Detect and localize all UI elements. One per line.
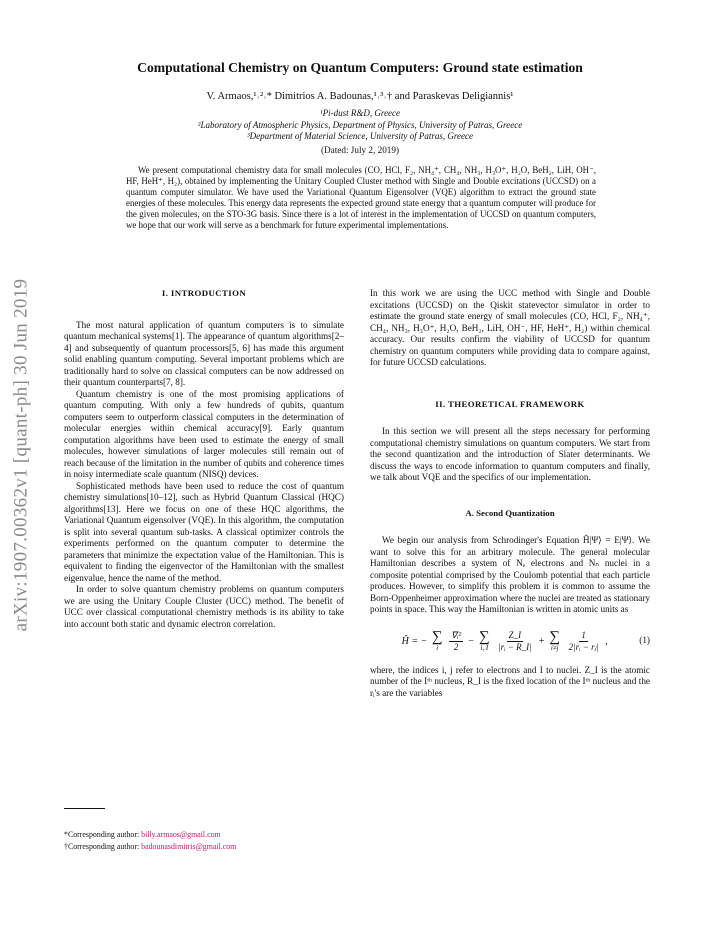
framework-paragraph: In this section we will present all the steps necessary for performing computational chemistry simulations on quantum computers. We start from the second quantization and the introduction of Slater determinants. We discuss the ways to encode information to quantum computers and finally, we talk about VQE and the specifics of our implementation. xyxy=(370,426,650,482)
equation-plus: + xyxy=(538,635,545,647)
affiliation-3: ³Department of Material Science, University of Patras, Greece xyxy=(246,131,474,141)
author-list: V. Armaos,¹˒²˒* Dimitrios A. Badounas,¹˒³˒† and Paraskevas Deligiannis¹ xyxy=(206,91,514,102)
attraction-term: $\frac{Z\_I}{\text{|rᵢ − R\_I|}}$ xyxy=(498,629,532,652)
intro-paragraph-4: In order to solve quantum chemistry problems on quantum computers we are using the Unitary Couple Cluster (UCC) method. The benefit of UCC over classical computational chemistry methods is its ability to take into account both static and dynamic electron correlation. xyxy=(64,584,344,629)
intro-paragraph-1: The most natural application of quantum computers is to simulate quantum mechanical systems[1]. The appearance of quantum algorithms[2–4] and subsequently of quantum processors[5, 6] has made this argument solid enabling quantum computing. Several important problems which are traditionally hard to solve on classical computers can be now addressed on their quantum counterparts[7, 8]. xyxy=(64,319,344,387)
section-heading-introduction: I. INTRODUCTION xyxy=(161,288,247,298)
footnote-1 xyxy=(64,830,344,840)
arxiv-stamp xyxy=(4,240,38,670)
abstract-text: We present computational chemistry data for small molecules (CO, HCl, F₂, NH₄⁺, CH₄, NH₃, H₃O⁺, H₂O, BeH₂, LiH, OH⁻, HF, HeH⁺, H₂), obtained by implementing the Unitary Coupled Cluster method with Single and Double excitations (UCCSD) on a quantum computer simulator. We have used the Variational Quantum Eigensolver (VQE) algorithm to extract the ground state energies of these molecules. This energy data represents the expected ground state energy that a quantum computer will produce for the given molecules, on the STO-3G basis. Since there is a lot of interest in the implementation of UCCSD on quantum computers, we hope that our work will serve as a benchmark for future experimental implementations. xyxy=(126,165,596,231)
intro-paragraph-5: In this work we are using the UCC method with Single and Double excitations (UCCSD) on the Qiskit statevector simulator in order to estimate the ground state energy of small molecules (CO, HCl, F₂, NH₄⁺, CH₄, NH₃, H₃O⁺, H₂O, BeH₂, LiH, OH⁻, HF, HeH⁺, H₂) within chemical accuracy. Our results confirm the viability of UCCSD for quantum chemistry on quantum computers while providing data to compare against, for future UCCSD calculations. xyxy=(370,288,650,367)
footnote-1-label: *Corresponding author: xyxy=(64,830,142,839)
subsection-heading-second-quantization: A. Second Quantization xyxy=(465,507,555,518)
hamiltonian-equation xyxy=(370,630,650,653)
equation-tail: , xyxy=(605,635,608,647)
right-column xyxy=(370,288,650,699)
repulsion-term: $\frac{1}{\text{2|rᵢ − rⱼ|}}$ xyxy=(568,629,599,652)
equation-minus: − xyxy=(467,635,475,647)
intro-paragraph-2: Quantum chemistry is one of the most promising applications of quantum computing. With only a few hundreds of qubits, quantum computers seem to outperform classical computers in the determination of molecular energies within chemical accuracy[9]. Early quantum computation algorithms have been used to estimate the energy of small molecules, however simulations of larger molecules still remain out of reach because of the limitation in the number of qubits and coherence times in noisy intermediate scale quantum (NISQ) devices. xyxy=(64,388,344,479)
left-column xyxy=(64,288,344,630)
arxiv-stamp-text: arXiv:1907.00362v1 [quant-ph] 30 Jun 2019 xyxy=(10,278,31,632)
footnote-rule xyxy=(64,808,105,809)
abstract xyxy=(126,165,596,232)
affiliation-1: ¹Pi-dust R&D, Greece xyxy=(319,108,401,118)
email-link-armaos[interactable]: billy.armaos@gmail.com xyxy=(141,830,221,839)
sum-over-electron-nucleus: ∑ i, I xyxy=(478,629,490,652)
footnote-2-label: †Corresponding author: xyxy=(64,842,142,851)
intro-paragraph-3: Sophisticated methods have been used to reduce the cost of quantum chemistry simulations[10–12], such as Hybrid Quantum Classical (HQC) algorithms[13]. Here we focus on one of these HQC algorithms, the Variational Quantum eigensolver (VQE). In this algorithm, the computation is split into several quantum sub-tasks. A classical optimizer controls the experiments performed on the quantum computer to determine the parameters that minimize the expectation value of the Hamiltonian. This is equivalent to finding the eigenvector of the Hamiltonian with the smallest eigenvalue, hence the name of the method. xyxy=(64,480,344,583)
affiliation-2: ²Laboratory of Atmospheric Physics, Department of Physics, University of Patras, Greece xyxy=(197,120,523,130)
date-line: (Dated: July 2, 2019) xyxy=(320,145,400,155)
section-heading-theoretical-framework: II. THEORETICAL FRAMEWORK xyxy=(435,398,585,409)
equation-explanation: where, the indices i, j refer to electrons and I to nuclei. Z_I is the atomic number of the Iᵗʰ nucleus, R_I is the fixed location of the Iᵗʰ nucleus and the rᵢ's are the variables xyxy=(370,664,650,698)
sum-over-electrons: ∑ i xyxy=(431,629,443,652)
footnote-2 xyxy=(64,842,344,852)
kinetic-term: $\frac{\text{∇ᵢ²}}{2}$ xyxy=(451,629,462,652)
email-link-badounas[interactable]: badounasdimitris@gmail.com xyxy=(141,842,237,851)
second-quantization-paragraph: We begin our analysis from Schrodinger's Equation Ĥ|Ψ⟩ = E|Ψ⟩. We want to solve this for an arbitrary molecule. The general molecular Hamiltonian describes a system of Nₑ electrons and Nₙ nuclei in a composite potential comprised by the Coulomb potential that each particle produces. However, to simplify this problem it is common to assume the Born-Oppenheimer approximation where the nuclei are treated as stationary points in space. This way the Hamiltonian is written in atomic units as xyxy=(370,535,650,614)
equation-number: (1) xyxy=(639,635,650,646)
equation-lhs: Ĥ = − xyxy=(401,635,428,647)
paper-title: Computational Chemistry on Quantum Computers: Ground state estimation xyxy=(137,60,583,75)
sum-over-electron-pairs: ∑ i≠j xyxy=(549,629,561,652)
